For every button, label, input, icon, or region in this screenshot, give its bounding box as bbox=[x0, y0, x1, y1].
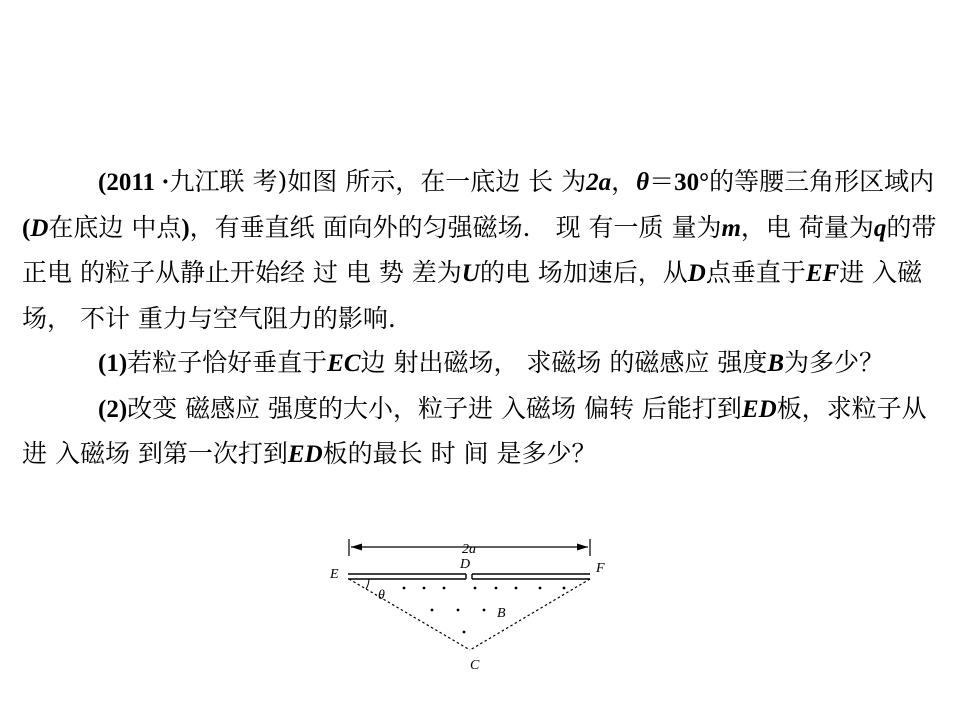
problem-text bbox=[22, 160, 940, 478]
source-name: 九江联 考) bbox=[169, 167, 288, 196]
segment-ed: ED bbox=[287, 441, 323, 468]
theta-symbol: θ bbox=[636, 169, 650, 196]
plate-ed bbox=[348, 574, 466, 579]
field-symbol: B bbox=[767, 350, 785, 377]
label-d: D bbox=[460, 557, 471, 572]
voltage-symbol: U bbox=[461, 260, 480, 287]
segment-ef: EF bbox=[805, 260, 840, 287]
triangle-diagram bbox=[320, 530, 620, 680]
angle-value: 30° bbox=[674, 169, 710, 196]
field-dots bbox=[403, 587, 566, 634]
problem-statement bbox=[22, 160, 940, 341]
question-text: 边 射出磁场， 求磁场 的磁感应 强度 bbox=[360, 348, 768, 377]
dimension-arrow-left bbox=[351, 544, 362, 551]
width-label: 2a bbox=[462, 542, 476, 557]
question-1 bbox=[22, 341, 940, 387]
label-b: B bbox=[497, 606, 506, 621]
base-length: 2a bbox=[586, 169, 612, 196]
mass-symbol: m bbox=[721, 214, 741, 242]
point-d: D bbox=[30, 214, 49, 242]
statement-text: ，电 荷量为 bbox=[740, 212, 874, 242]
source-year: (2011 · bbox=[98, 169, 170, 196]
statement-text: ， bbox=[611, 167, 637, 196]
side-fc bbox=[470, 579, 590, 650]
statement-text: ，有垂直纸 面向外的匀强磁场． 现 有一质 量为 bbox=[189, 212, 722, 242]
question-number: (2) bbox=[98, 395, 128, 423]
statement-text: 进 入磁场， 不计 重力与空气阻力的影响. bbox=[22, 258, 923, 333]
statement-text: 的带 正电 的粒子从静止开始经 过 电 势 差为 bbox=[22, 212, 937, 287]
paren: ( bbox=[22, 214, 31, 242]
question-text: 为多少？ bbox=[784, 348, 885, 377]
question-text: 板，求粒子从进 入磁场 到第一次打到 bbox=[22, 393, 927, 468]
statement-text: 的等腰三角形区域内 bbox=[709, 167, 935, 196]
label-c: C bbox=[470, 658, 480, 673]
statement-text: 在底边 中点 bbox=[48, 212, 182, 242]
label-e: E bbox=[330, 567, 339, 582]
question-text: 板的最长 时 间 是多少？ bbox=[322, 439, 597, 468]
side-ec bbox=[349, 579, 470, 650]
question-2 bbox=[22, 387, 940, 478]
plate-df bbox=[472, 574, 590, 579]
question-text: 若粒子恰好垂直于 bbox=[127, 348, 328, 377]
question-text: 改变 磁感应 强度的大小，粒子进 入磁场 偏转 后能打到 bbox=[127, 393, 742, 423]
charge-symbol: q bbox=[873, 214, 887, 242]
statement-text: ＝ bbox=[649, 167, 675, 196]
label-theta: θ bbox=[378, 588, 385, 603]
question-number: (1) bbox=[98, 350, 128, 377]
statement-text: 点垂直于 bbox=[705, 258, 806, 287]
label-f: F bbox=[596, 561, 605, 576]
statement-text: 如图 所示，在一底边 长 为 bbox=[287, 167, 587, 196]
paren: ) bbox=[181, 214, 190, 242]
segment-ec: EC bbox=[327, 350, 361, 377]
angle-arc bbox=[366, 579, 369, 589]
point-d: D bbox=[687, 260, 706, 287]
segment-ed: ED bbox=[741, 395, 777, 423]
statement-text: 的电 场加速后，从 bbox=[479, 258, 688, 287]
dimension-arrow-right bbox=[577, 544, 588, 551]
